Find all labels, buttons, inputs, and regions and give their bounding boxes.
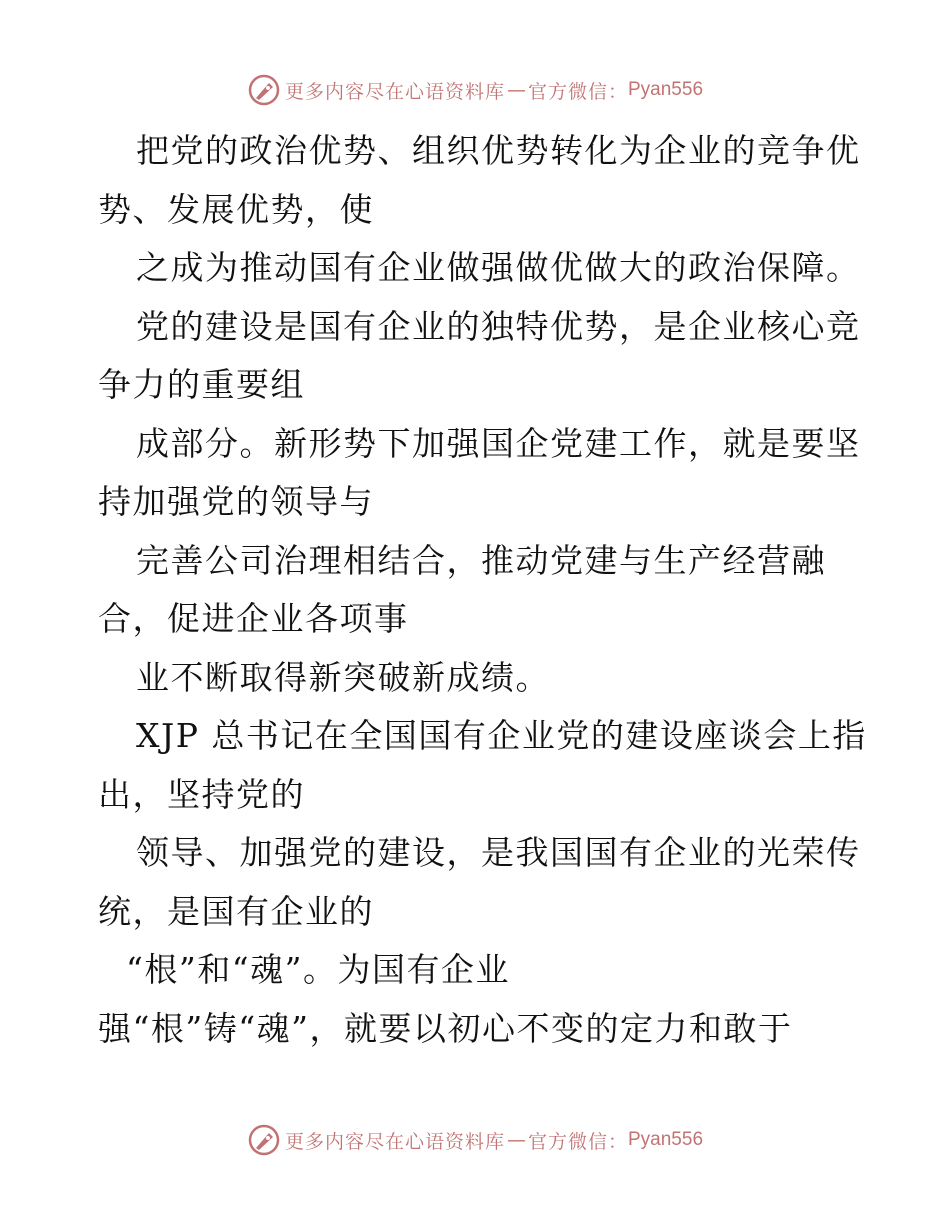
text-line: 争力的重要组: [98, 365, 305, 404]
text-line: 完善公司治理相结合，推动党建与生产经营融: [136, 540, 826, 580]
watermark-footer: [0, 1120, 950, 1160]
text-line: 合，促进企业各项事: [98, 599, 409, 638]
text-line: 领导、加强党的建设，是我国国有企业的光荣传: [136, 833, 861, 872]
watermark-account: Pyan556: [628, 1129, 704, 1150]
watermark-separator: —: [506, 1129, 526, 1151]
text-line: 业不断取得新突破新成绩。: [136, 657, 550, 697]
document-body: [98, 122, 867, 1058]
watermark-text: 更多内容尽在心语资料库: [284, 80, 505, 103]
text-line: 把党的政治优势、组织优势转化为企业的竞争优: [136, 131, 861, 170]
watermark-suffix: 官方微信：: [527, 80, 628, 103]
pen-nib-logo-icon: [247, 73, 281, 107]
pen-nib-logo-icon: [247, 1123, 281, 1157]
watermark-account: Pyan556: [628, 79, 704, 100]
text-line: 统，是国有企业的: [98, 891, 374, 931]
text-line: XJP 总书记在全国国有企业党的建设座谈会上指: [136, 716, 867, 755]
watermark-header: [0, 70, 950, 110]
text-line: 强“根”铸“魂”，就要以初心不变的定力和敢于: [98, 1008, 793, 1048]
text-line: 出，坚持党的: [98, 774, 305, 814]
text-line: “根”和“魂”。为国有企业: [126, 950, 510, 989]
text-line: 之成为推动国有企业做强做优做大的政治保障。: [136, 248, 861, 287]
text-line: 成部分。新形势下加强国企党建工作，就是要坚: [136, 423, 861, 463]
watermark-separator: —: [506, 79, 526, 101]
watermark-suffix: 官方微信：: [527, 1130, 628, 1153]
text-line: 持加强党的领导与: [98, 482, 374, 521]
watermark-text: 更多内容尽在心语资料库: [284, 1130, 505, 1153]
text-line: 势、发展优势，使: [98, 189, 374, 229]
text-line: 党的建设是国有企业的独特优势，是企业核心竞: [136, 306, 861, 346]
